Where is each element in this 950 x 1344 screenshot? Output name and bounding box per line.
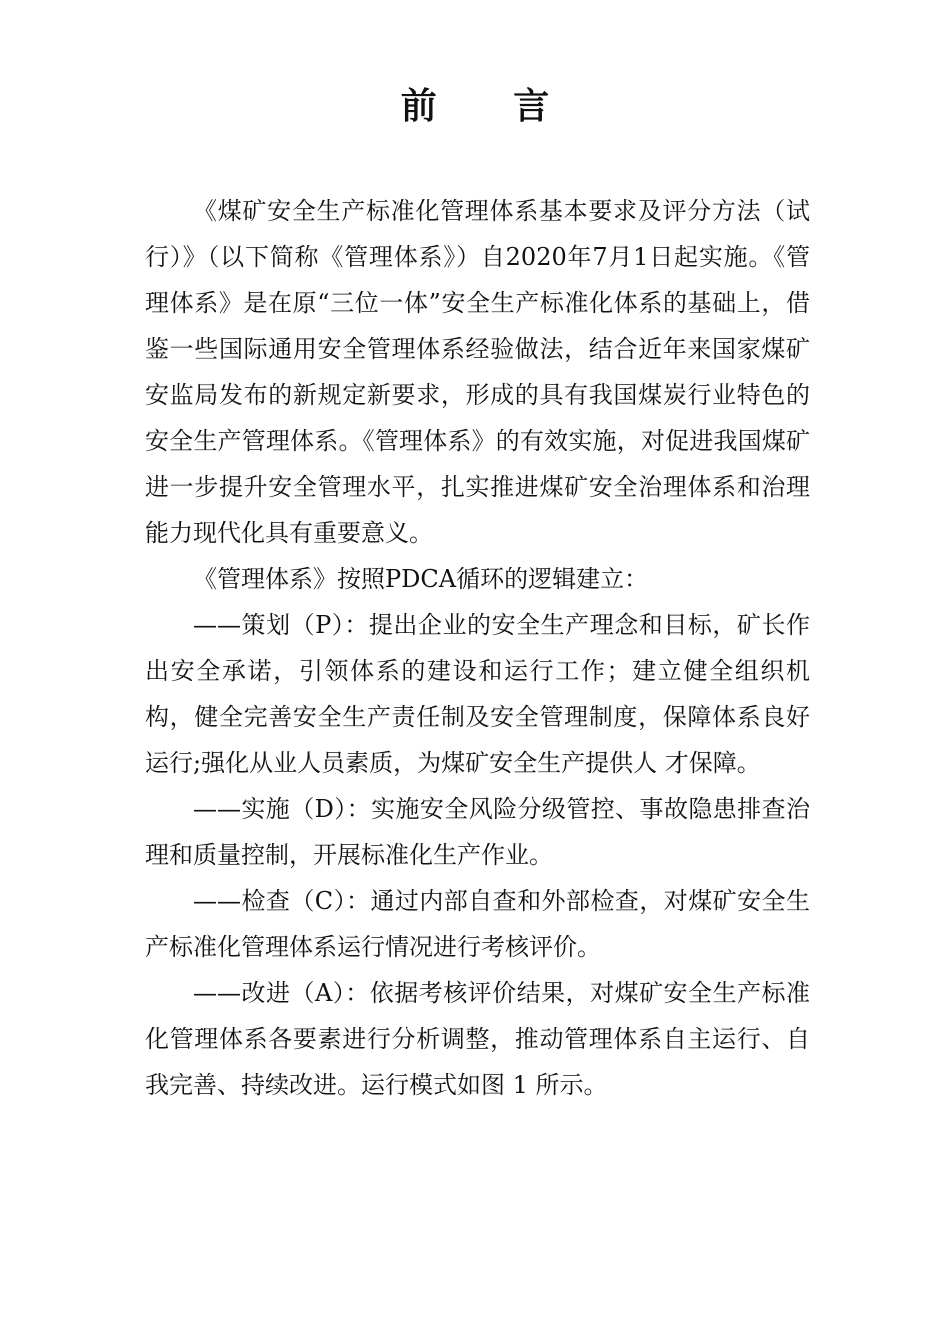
paragraph-intro: 《煤矿安全生产标准化管理体系基本要求及评分方法（试行）》（以下简称《管理体系》）自2020年7月1日起实施。《管理体系》是在原“三位一体”安全生产标准化体系的基础上，借鉴一些国际通用安全管理体系经验做法，结合近年来国家煤矿安监局发布的新规定新要求，形成的具有我国煤炭行业特色的安全生产管理体系。《管理体系》的有效实施，对促进我国煤矿进一步提升安全管理水平，扎实推进煤矿安全治理体系和治理能力现代化具有重要意义。 [145, 197, 810, 547]
paragraph-pdca: 《管理体系》按照PDCA循环的逻辑建立： [193, 565, 649, 593]
page-title: 前 言 [400, 85, 582, 127]
paragraph-act: ——改进（A）：依据考核评价结果，对煤矿安全生产标准化管理体系各要素进行分析调整，推动管理体系自主运行、自我完善、持续改进。运行模式如图 1 所示。 [145, 979, 810, 1099]
paragraph-plan: ——策划（P）：提出企业的安全生产理念和目标，矿长作出安全承诺，引领体系的建设和运行工作；建立健全组织机构，健全完善安全生产责任制及安全管理制度，保障体系良好运行;强化从业人员素质，为煤矿安全生产提供人 才保障。 [145, 611, 810, 777]
paragraph-check: ——检查（C）：通过内部自查和外部检查，对煤矿安全生产标准化管理体系运行情况进行考核评价。 [145, 887, 810, 961]
paragraph-do: ——实施（D）：实施安全风险分级管控、事故隐患排查治理和质量控制，开展标准化生产作业。 [145, 795, 810, 869]
document-body [145, 188, 810, 1108]
